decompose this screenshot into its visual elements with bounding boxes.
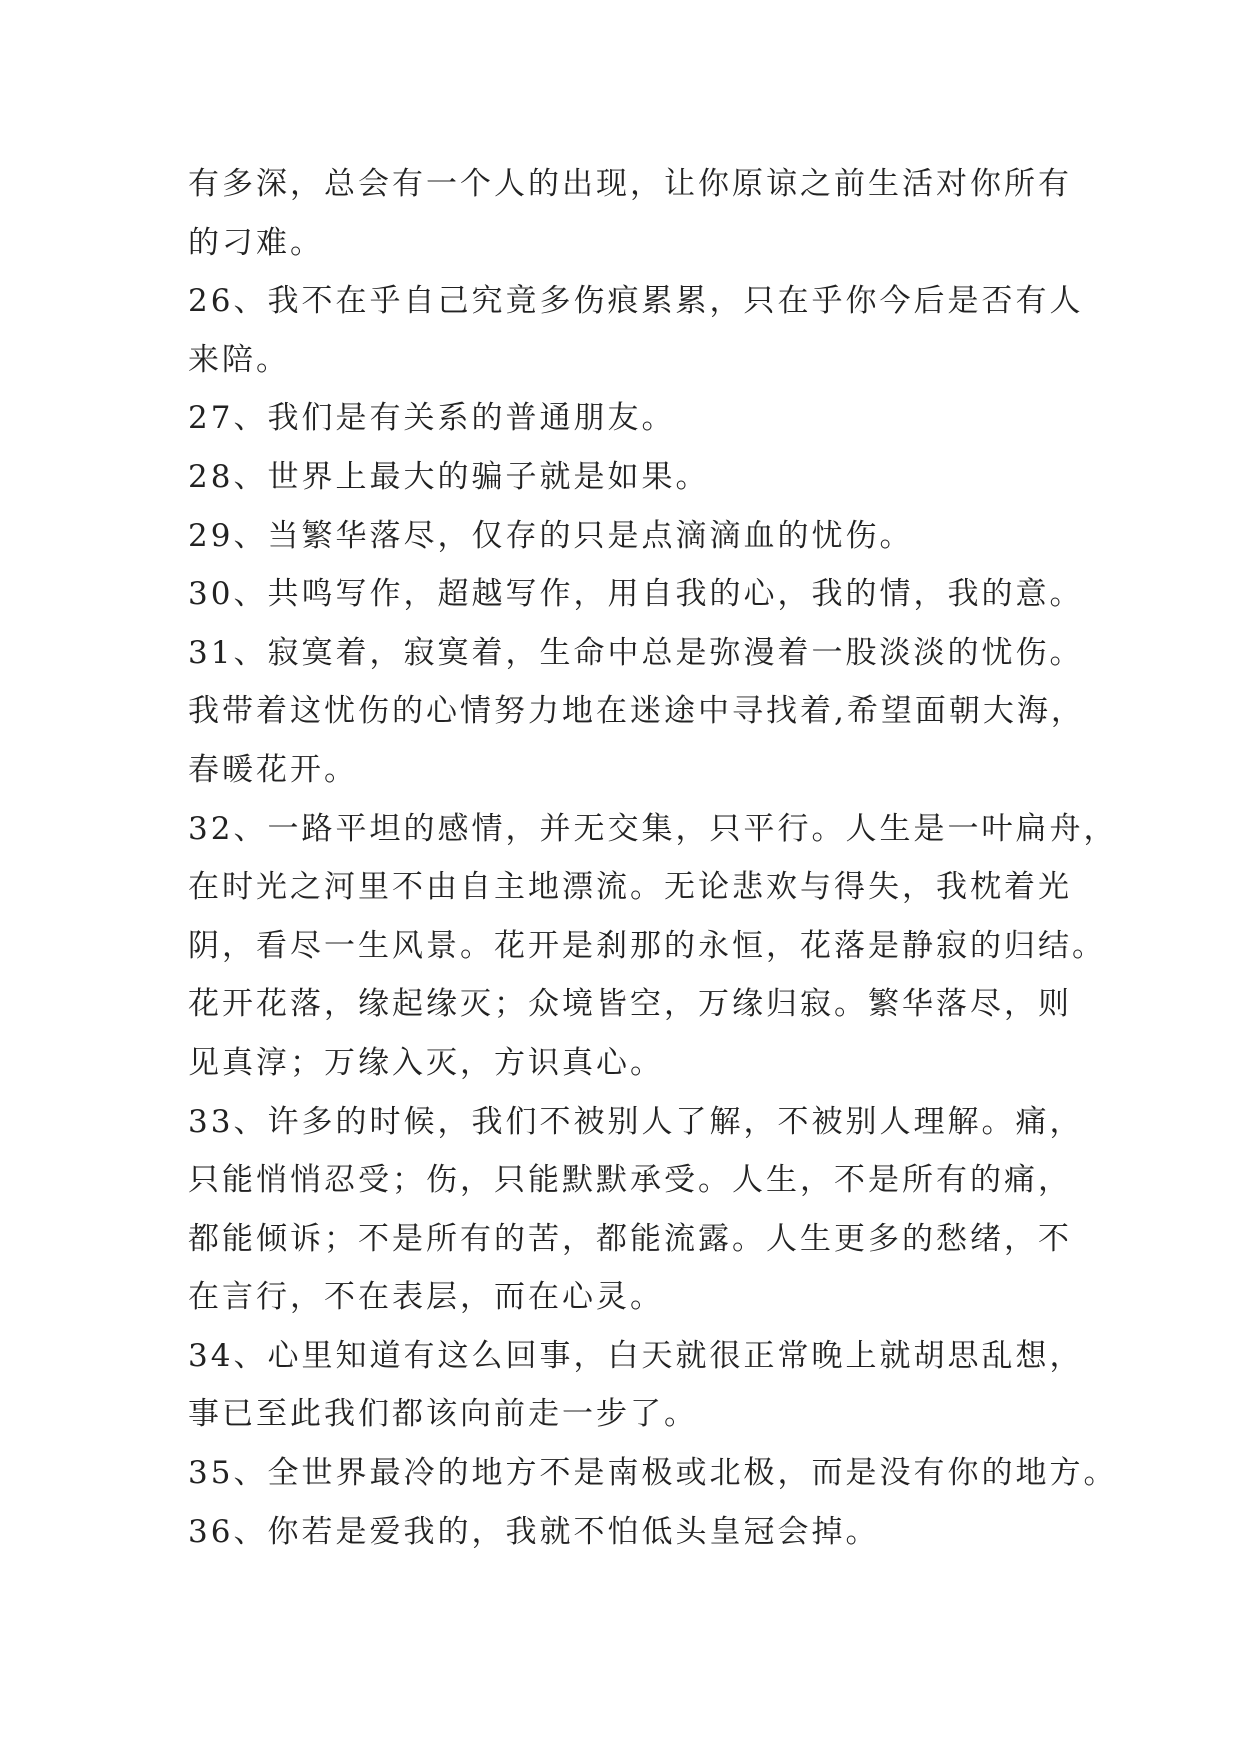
text-line: 26、我不在乎自己究竟多伤痕累累，只在乎你今后是否有人 — [188, 283, 1084, 320]
body-text — [188, 155, 1118, 1561]
text-line: 春暖花开。 — [188, 751, 358, 788]
text-line: 我带着这忧伤的心情努力地在迷途中寻找着,希望面朝大海， — [188, 693, 1085, 730]
text-line: 27、我们是有关系的普通朋友。 — [188, 400, 676, 437]
text-line: 28、世界上最大的骗子就是如果。 — [188, 458, 710, 495]
text-line: 31、寂寞着，寂寞着，生命中总是弥漫着一股淡淡的忧伤。 — [188, 634, 1084, 671]
text-line: 有多深，总会有一个人的出现，让你原谅之前生活对你所有 — [188, 166, 1072, 202]
text-line: 32、一路平坦的感情，并无交集，只平行。人生是一叶扁舟， — [188, 810, 1118, 847]
text-line: 在言行，不在表层，而在心灵。 — [188, 1279, 664, 1316]
text-line: 只能悄悄忍受；伤，只能默默承受。人生，不是所有的痛， — [188, 1162, 1072, 1199]
text-line: 34、心里知道有这么回事，白天就很正常晚上就胡思乱想， — [188, 1337, 1084, 1374]
text-line: 的刁难。 — [188, 224, 324, 261]
text-line: 36、你若是爱我的，我就不怕低头皇冠会掉。 — [188, 1513, 880, 1550]
text-line: 事已至此我们都该向前走一步了。 — [188, 1396, 698, 1433]
text-line: 来陪。 — [188, 341, 290, 378]
text-line: 见真淳；万缘入灭，方识真心。 — [188, 1044, 664, 1081]
text-line: 在时光之河里不由自主地漂流。无论悲欢与得失，我枕着光 — [188, 869, 1072, 906]
text-line: 33、许多的时候，我们不被别人了解，不被别人理解。痛， — [188, 1103, 1084, 1140]
text-line: 阴，看尽一生风景。花开是刹那的永恒，花落是静寂的归结。 — [188, 927, 1106, 964]
text-line: 花开花落，缘起缘灭；众境皆空，万缘归寂。繁华落尽，则 — [188, 986, 1072, 1023]
text-line: 30、共鸣写作，超越写作，用自我的心，我的情，我的意。 — [188, 576, 1084, 613]
text-line: 35、全世界最冷的地方不是南极或北极，而是没有你的地方。 — [188, 1455, 1118, 1492]
text-line: 29、当繁华落尽，仅存的只是点滴滴血的忧伤。 — [188, 517, 914, 554]
text-line: 都能倾诉；不是所有的苦，都能流露。人生更多的愁绪，不 — [188, 1220, 1072, 1257]
